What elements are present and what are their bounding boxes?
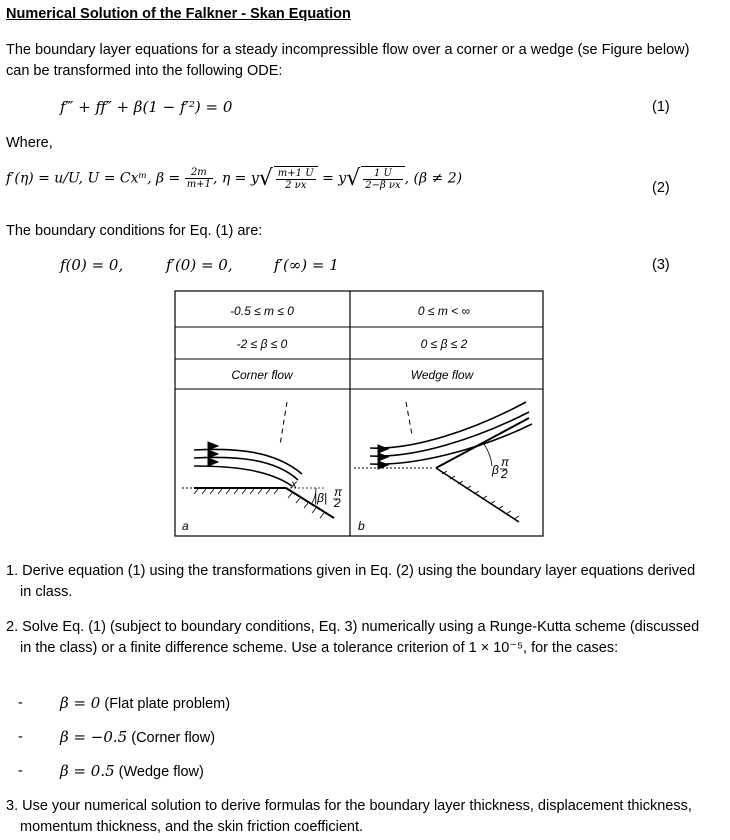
falkner-skan-figure (174, 290, 544, 540)
equation-3-number: (3) (652, 257, 670, 273)
eq2-frac3-den: 2−β νx (365, 180, 401, 191)
figure-label-a: a (182, 519, 189, 533)
case-2 (60, 728, 215, 746)
corner-pi: π (334, 485, 343, 499)
eq2-fraction-beta (185, 167, 213, 190)
eq2-part3: = y (322, 170, 347, 187)
equation-2-number: (2) (652, 180, 670, 196)
equation-1-number: (1) (652, 99, 670, 115)
bc-intro: The boundary conditions for Eq. (1) are: (6, 223, 263, 239)
case-3-dash: - (18, 763, 23, 779)
case-3-text: (Wedge flow) (118, 764, 204, 780)
task-1: 1. Derive equation (1) using the transformations given in Eq. (2) using the boundary layer equations derived in class. (6, 563, 696, 600)
case-1-dash: - (18, 695, 23, 711)
intro-paragraph: The boundary layer equations for a steady incompressible flow over a corner or a wedge (se Figure below) can be transformed into the following ODE: (6, 42, 690, 79)
case-1-math: β = 0 (60, 694, 101, 712)
case-2-dash: - (18, 729, 23, 745)
case-3 (60, 762, 204, 780)
case-1 (60, 694, 230, 712)
sqrt-icon: √ (258, 166, 273, 191)
eq2-frac1-den: m+1 (186, 179, 211, 190)
equation-2 (6, 166, 462, 191)
corner-two: 2 (334, 496, 341, 510)
col2-beta: 0 ≤ β ≤ 2 (420, 337, 468, 351)
eq2-sqrt2 (361, 166, 404, 191)
bc-1: f(0) = 0, (60, 256, 124, 274)
eq2-frac2-num: m+1 U (277, 168, 314, 179)
corner-flow-diagram (182, 402, 334, 518)
col1-beta: -2 ≤ β ≤ 0 (236, 337, 288, 351)
wedge-pi: π (501, 455, 510, 469)
figure-label-b: b (358, 519, 365, 533)
task-2: 2. Solve Eq. (1) (subject to boundary conditions, Eq. 3) numerically using a Runge-Kutta scheme (discussed in the class) or a finite difference scheme. Use a tolerance criterion of 1 × 10⁻⁵, for the cases: (6, 619, 700, 656)
corner-x-label: x (291, 477, 297, 491)
col2-label: Wedge flow (410, 368, 474, 382)
eq2-frac3-num: 1 U (363, 168, 402, 180)
equation-1: f‴ + ff″ + β(1 − f′²) = 0 (60, 98, 233, 116)
case-2-math: β = −0.5 (60, 728, 128, 746)
corner-beta-label: |β| (314, 491, 328, 505)
col2-range: 0 ≤ m < ∞ (417, 304, 471, 318)
where-label: Where, (6, 135, 53, 151)
bc-3: f′(∞) = 1 (274, 256, 339, 274)
sqrt-icon: √ (346, 166, 361, 191)
task-3: 3. Use your numerical solution to derive formulas for the boundary layer thickness, displacement thickness, momentum thickness, and the skin friction coefficient. (6, 798, 692, 835)
bc-2: f′(0) = 0, (166, 256, 233, 274)
eq2-part4: , (β ≠ 2) (404, 170, 463, 187)
case-2-text: (Corner flow) (131, 730, 216, 746)
eq2-part1: f′(η) = u/U, U = Cxᵐ, β = (6, 170, 181, 187)
col1-range: -0.5 ≤ m ≤ 0 (230, 304, 294, 318)
document-title: Numerical Solution of the Falkner - Skan Equation (6, 6, 351, 22)
case-3-math: β = 0.5 (60, 762, 115, 780)
eq2-part2: , η = y (212, 170, 259, 187)
wedge-beta-label: β (492, 463, 499, 477)
col1-label: Corner flow (231, 368, 293, 382)
wedge-two: 2 (501, 467, 508, 481)
eq2-frac1-num: 2m (185, 167, 213, 179)
eq2-frac2-den: 2 νx (285, 180, 307, 191)
eq2-sqrt1 (274, 166, 318, 191)
case-1-text: (Flat plate problem) (104, 696, 231, 712)
